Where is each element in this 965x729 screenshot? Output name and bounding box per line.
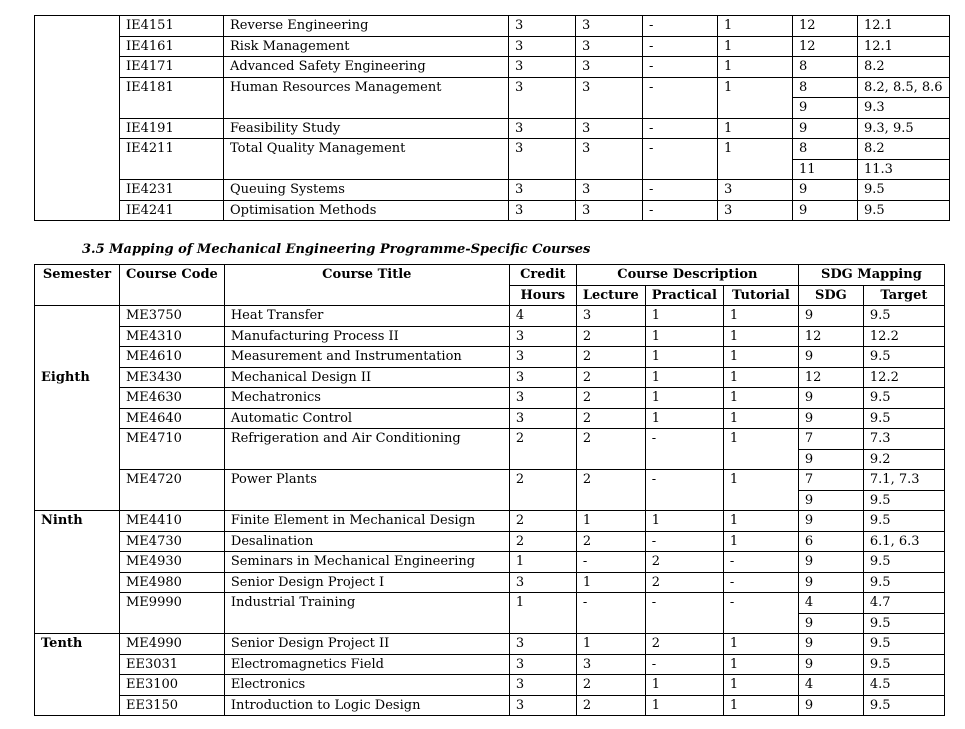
table-row xyxy=(35,511,945,532)
practical-hours: 1 xyxy=(645,306,723,327)
course-title: Mechanical Design II xyxy=(224,367,509,388)
section-caption-text: 3.5 Mapping of Mechanical Engineering Programme-Specific Courses xyxy=(82,242,591,257)
sdg-number: 8 xyxy=(793,57,858,78)
course-code: ME4310 xyxy=(120,326,225,347)
course-title: Mechatronics xyxy=(224,388,509,409)
credit-hours: 3 xyxy=(509,36,576,57)
sdg-target: 8.2, 8.5, 8.6 xyxy=(858,77,950,98)
sdg-number: 12 xyxy=(793,36,858,57)
credit-hours: 2 xyxy=(509,511,576,532)
tutorial-hours: - xyxy=(723,572,798,593)
table-row xyxy=(35,408,945,429)
header-row-1 xyxy=(35,265,945,286)
semester-label: Tenth xyxy=(41,636,83,651)
practical-hours: 1 xyxy=(645,675,723,696)
lecture-hours: 1 xyxy=(576,511,645,532)
course-code: EE3100 xyxy=(120,675,225,696)
sdg-target: 9.5 xyxy=(863,347,944,368)
sdg-target: 9.5 xyxy=(863,613,944,634)
course-code: IE4211 xyxy=(120,139,224,180)
course-code: IE4241 xyxy=(120,200,224,221)
course-code: IE4151 xyxy=(120,16,224,37)
lecture-hours: 3 xyxy=(576,306,645,327)
practical-hours: 2 xyxy=(645,552,723,573)
sdg-target: 9.2 xyxy=(863,449,944,470)
credit-hours: 3 xyxy=(509,118,576,139)
table-row xyxy=(35,367,945,388)
sdg-number: 9 xyxy=(798,408,863,429)
lecture-hours: 2 xyxy=(576,326,645,347)
lecture-hours: 1 xyxy=(576,634,645,655)
practical-hours: - xyxy=(645,470,723,511)
course-code: ME4930 xyxy=(120,552,225,573)
practical-hours: 1 xyxy=(645,367,723,388)
table-row xyxy=(35,572,945,593)
sdg-target: 8.2 xyxy=(858,139,950,160)
course-title: Manufacturing Process II xyxy=(224,326,509,347)
practical-hours: 1 xyxy=(645,408,723,429)
course-title: Feasibility Study xyxy=(224,118,509,139)
sdg-number: 9 xyxy=(798,388,863,409)
credit-hours: 3 xyxy=(509,326,576,347)
credit-hours: 3 xyxy=(509,347,576,368)
practical-hours: 1 xyxy=(645,388,723,409)
course-title: Electromagnetics Field xyxy=(224,654,509,675)
lecture-hours: - xyxy=(576,552,645,573)
course-title: Finite Element in Mechanical Design xyxy=(224,511,509,532)
credit-hours: 3 xyxy=(509,695,576,716)
course-code: IE4161 xyxy=(120,36,224,57)
header-target: Target xyxy=(863,285,944,306)
practical-hours: - xyxy=(643,180,718,201)
sdg-number: 9 xyxy=(793,200,858,221)
tutorial-hours: 1 xyxy=(718,139,793,180)
table-row xyxy=(35,634,945,655)
course-title: Senior Design Project I xyxy=(224,572,509,593)
course-code: IE4191 xyxy=(120,118,224,139)
sdg-number: 12 xyxy=(798,326,863,347)
tutorial-hours: 3 xyxy=(718,180,793,201)
course-code: ME3750 xyxy=(120,306,225,327)
course-title: Measurement and Instrumentation xyxy=(224,347,509,368)
tutorial-hours: 1 xyxy=(723,388,798,409)
header-sdg-mapping: SDG Mapping xyxy=(798,265,944,286)
header-practical: Practical xyxy=(645,285,723,306)
credit-hours: 3 xyxy=(509,572,576,593)
table-row xyxy=(35,16,950,37)
lecture-hours: 3 xyxy=(576,36,643,57)
table-row xyxy=(35,200,950,221)
lecture-hours: 3 xyxy=(576,77,643,118)
table-row xyxy=(35,552,945,573)
semester-cell-empty xyxy=(35,16,120,221)
credit-hours: 3 xyxy=(509,634,576,655)
sdg-target: 8.2 xyxy=(858,57,950,78)
table-row xyxy=(35,470,945,491)
practical-hours: - xyxy=(643,77,718,118)
sdg-target: 9.5 xyxy=(863,695,944,716)
table-row xyxy=(35,429,945,450)
tutorial-hours: 1 xyxy=(723,634,798,655)
course-title: Electronics xyxy=(224,675,509,696)
lecture-hours: 3 xyxy=(576,180,643,201)
course-title: Advanced Safety Engineering xyxy=(224,57,509,78)
practical-hours: - xyxy=(643,200,718,221)
sdg-target: 7.1, 7.3 xyxy=(863,470,944,491)
sdg-number: 9 xyxy=(798,654,863,675)
lecture-hours: 3 xyxy=(576,57,643,78)
section-caption xyxy=(82,242,590,257)
sdg-number: 7 xyxy=(798,429,863,450)
tutorial-hours: 1 xyxy=(723,326,798,347)
credit-hours: 3 xyxy=(509,180,576,201)
sdg-number: 4 xyxy=(798,675,863,696)
lecture-hours: 2 xyxy=(576,675,645,696)
lecture-hours: 3 xyxy=(576,654,645,675)
credit-hours: 3 xyxy=(509,16,576,37)
sdg-target: 9.3, 9.5 xyxy=(858,118,950,139)
sdg-number: 9 xyxy=(793,98,858,119)
sdg-number: 9 xyxy=(798,552,863,573)
sdg-number: 9 xyxy=(798,347,863,368)
sdg-number: 12 xyxy=(793,16,858,37)
sdg-number: 9 xyxy=(798,634,863,655)
course-code: EE3031 xyxy=(120,654,225,675)
course-title: Reverse Engineering xyxy=(224,16,509,37)
sdg-target: 9.5 xyxy=(863,634,944,655)
sdg-number: 8 xyxy=(793,139,858,160)
tutorial-hours: 1 xyxy=(723,429,798,470)
practical-hours: - xyxy=(645,593,723,634)
sdg-target: 9.5 xyxy=(863,654,944,675)
table-row xyxy=(35,388,945,409)
sdg-target: 9.5 xyxy=(858,180,950,201)
tutorial-hours: 1 xyxy=(723,408,798,429)
course-code: ME4990 xyxy=(120,634,225,655)
practical-hours: - xyxy=(643,118,718,139)
practical-hours: - xyxy=(643,139,718,180)
sdg-number: 8 xyxy=(793,77,858,98)
tutorial-hours: - xyxy=(723,552,798,573)
tutorial-hours: 3 xyxy=(718,200,793,221)
sdg-target: 7.3 xyxy=(863,429,944,450)
sdg-target: 9.5 xyxy=(858,200,950,221)
credit-hours: 4 xyxy=(509,306,576,327)
practical-hours: - xyxy=(643,16,718,37)
semester-cell xyxy=(35,634,120,716)
sdg-target: 4.5 xyxy=(863,675,944,696)
credit-hours: 3 xyxy=(509,57,576,78)
sdg-target: 12.1 xyxy=(858,16,950,37)
course-title: Introduction to Logic Design xyxy=(224,695,509,716)
course-code: ME3430 xyxy=(120,367,225,388)
lecture-hours: - xyxy=(576,593,645,634)
sdg-number: 9 xyxy=(798,511,863,532)
sdg-number: 9 xyxy=(793,180,858,201)
credit-hours: 2 xyxy=(509,531,576,552)
course-code: ME4640 xyxy=(120,408,225,429)
lecture-hours: 1 xyxy=(576,572,645,593)
credit-hours: 3 xyxy=(509,408,576,429)
practical-hours: 1 xyxy=(645,695,723,716)
header-course-title: Course Title xyxy=(224,265,509,306)
course-title: Automatic Control xyxy=(224,408,509,429)
header-semester: Semester xyxy=(35,265,120,306)
tutorial-hours: 1 xyxy=(723,306,798,327)
sdg-number: 6 xyxy=(798,531,863,552)
course-title: Human Resources Management xyxy=(224,77,509,118)
course-title: Optimisation Methods xyxy=(224,200,509,221)
lecture-hours: 2 xyxy=(576,367,645,388)
course-code: ME4730 xyxy=(120,531,225,552)
sdg-target: 6.1, 6.3 xyxy=(863,531,944,552)
tutorial-hours: 1 xyxy=(723,470,798,511)
sdg-target: 9.5 xyxy=(863,408,944,429)
sdg-target: 9.5 xyxy=(863,306,944,327)
sdg-number: 11 xyxy=(793,159,858,180)
sdg-target: 9.3 xyxy=(858,98,950,119)
tutorial-hours: 1 xyxy=(723,675,798,696)
lecture-hours: 2 xyxy=(576,531,645,552)
credit-hours: 3 xyxy=(509,139,576,180)
lecture-hours: 2 xyxy=(576,429,645,470)
course-title: Power Plants xyxy=(224,470,509,511)
course-title: Refrigeration and Air Conditioning xyxy=(224,429,509,470)
course-title: Queuing Systems xyxy=(224,180,509,201)
sdg-number: 9 xyxy=(798,449,863,470)
practical-hours: 1 xyxy=(645,511,723,532)
credit-hours: 2 xyxy=(509,470,576,511)
semester-cell xyxy=(35,306,120,511)
course-code: ME4630 xyxy=(120,388,225,409)
practical-hours: 2 xyxy=(645,572,723,593)
sdg-number: 9 xyxy=(798,695,863,716)
credit-hours: 1 xyxy=(509,593,576,634)
table-row xyxy=(35,593,945,614)
header-sdg: SDG xyxy=(798,285,863,306)
course-code: ME4980 xyxy=(120,572,225,593)
course-code: ME4410 xyxy=(120,511,225,532)
practical-hours: - xyxy=(643,57,718,78)
ie-courses-table xyxy=(34,15,950,221)
lecture-hours: 2 xyxy=(576,408,645,429)
sdg-target: 12.2 xyxy=(863,367,944,388)
header-hours: Hours xyxy=(509,285,576,306)
header-course-description: Course Description xyxy=(576,265,798,286)
header-tutorial: Tutorial xyxy=(723,285,798,306)
sdg-number: 7 xyxy=(798,470,863,491)
table-row xyxy=(35,36,950,57)
practical-hours: 1 xyxy=(645,326,723,347)
course-code: ME9990 xyxy=(120,593,225,634)
lecture-hours: 3 xyxy=(576,118,643,139)
table-row xyxy=(35,118,950,139)
course-code: ME4610 xyxy=(120,347,225,368)
tutorial-hours: - xyxy=(723,593,798,634)
me-courses-table xyxy=(34,264,945,716)
tutorial-hours: 1 xyxy=(718,36,793,57)
lecture-hours: 2 xyxy=(576,388,645,409)
sdg-number: 4 xyxy=(798,593,863,614)
sdg-target: 11.3 xyxy=(858,159,950,180)
course-code: IE4181 xyxy=(120,77,224,118)
credit-hours: 2 xyxy=(509,429,576,470)
tutorial-hours: 1 xyxy=(723,654,798,675)
table-row xyxy=(35,675,945,696)
tutorial-hours: 1 xyxy=(723,367,798,388)
credit-hours: 3 xyxy=(509,200,576,221)
course-code: ME4710 xyxy=(120,429,225,470)
semester-label: Ninth xyxy=(41,513,83,528)
tutorial-hours: 1 xyxy=(723,347,798,368)
practical-hours: 2 xyxy=(645,634,723,655)
sdg-target: 9.5 xyxy=(863,490,944,511)
table-row xyxy=(35,306,945,327)
credit-hours: 1 xyxy=(509,552,576,573)
tutorial-hours: 1 xyxy=(723,531,798,552)
tutorial-hours: 1 xyxy=(718,77,793,118)
practical-hours: - xyxy=(645,654,723,675)
table-row xyxy=(35,57,950,78)
sdg-number: 9 xyxy=(793,118,858,139)
lecture-hours: 2 xyxy=(576,470,645,511)
credit-hours: 3 xyxy=(509,367,576,388)
course-title: Seminars in Mechanical Engineering xyxy=(224,552,509,573)
practical-hours: 1 xyxy=(645,347,723,368)
semester-cell xyxy=(35,511,120,634)
practical-hours: - xyxy=(643,36,718,57)
credit-hours: 3 xyxy=(509,388,576,409)
course-code: ME4720 xyxy=(120,470,225,511)
header-lecture: Lecture xyxy=(576,285,645,306)
sdg-target: 4.7 xyxy=(863,593,944,614)
tutorial-hours: 1 xyxy=(718,57,793,78)
lecture-hours: 2 xyxy=(576,695,645,716)
sdg-number: 9 xyxy=(798,572,863,593)
practical-hours: - xyxy=(645,531,723,552)
lecture-hours: 3 xyxy=(576,139,643,180)
sdg-number: 12 xyxy=(798,367,863,388)
course-title: Total Quality Management xyxy=(224,139,509,180)
tutorial-hours: 1 xyxy=(718,118,793,139)
sdg-target: 9.5 xyxy=(863,511,944,532)
sdg-target: 12.2 xyxy=(863,326,944,347)
credit-hours: 3 xyxy=(509,77,576,118)
sdg-target: 12.1 xyxy=(858,36,950,57)
course-code: IE4231 xyxy=(120,180,224,201)
table-row xyxy=(35,139,950,160)
table-row xyxy=(35,347,945,368)
sdg-target: 9.5 xyxy=(863,388,944,409)
sdg-target: 9.5 xyxy=(863,572,944,593)
lecture-hours: 3 xyxy=(576,16,643,37)
table-row xyxy=(35,180,950,201)
header-course-code: Course Code xyxy=(120,265,225,306)
sdg-number: 9 xyxy=(798,613,863,634)
course-title: Industrial Training xyxy=(224,593,509,634)
course-title: Heat Transfer xyxy=(224,306,509,327)
credit-hours: 3 xyxy=(509,654,576,675)
practical-hours: - xyxy=(645,429,723,470)
course-code: EE3150 xyxy=(120,695,225,716)
lecture-hours: 3 xyxy=(576,200,643,221)
credit-hours: 3 xyxy=(509,675,576,696)
course-title: Risk Management xyxy=(224,36,509,57)
course-title: Desalination xyxy=(224,531,509,552)
sdg-number: 9 xyxy=(798,490,863,511)
lecture-hours: 2 xyxy=(576,347,645,368)
sdg-number: 9 xyxy=(798,306,863,327)
tutorial-hours: 1 xyxy=(718,16,793,37)
table-row xyxy=(35,695,945,716)
header-credit: Credit xyxy=(509,265,576,286)
tutorial-hours: 1 xyxy=(723,511,798,532)
tutorial-hours: 1 xyxy=(723,695,798,716)
course-title: Senior Design Project II xyxy=(224,634,509,655)
table-row xyxy=(35,77,950,98)
course-code: IE4171 xyxy=(120,57,224,78)
table-row xyxy=(35,326,945,347)
sdg-target: 9.5 xyxy=(863,552,944,573)
semester-label: Eighth xyxy=(41,369,90,385)
table-row xyxy=(35,654,945,675)
table-row xyxy=(35,531,945,552)
